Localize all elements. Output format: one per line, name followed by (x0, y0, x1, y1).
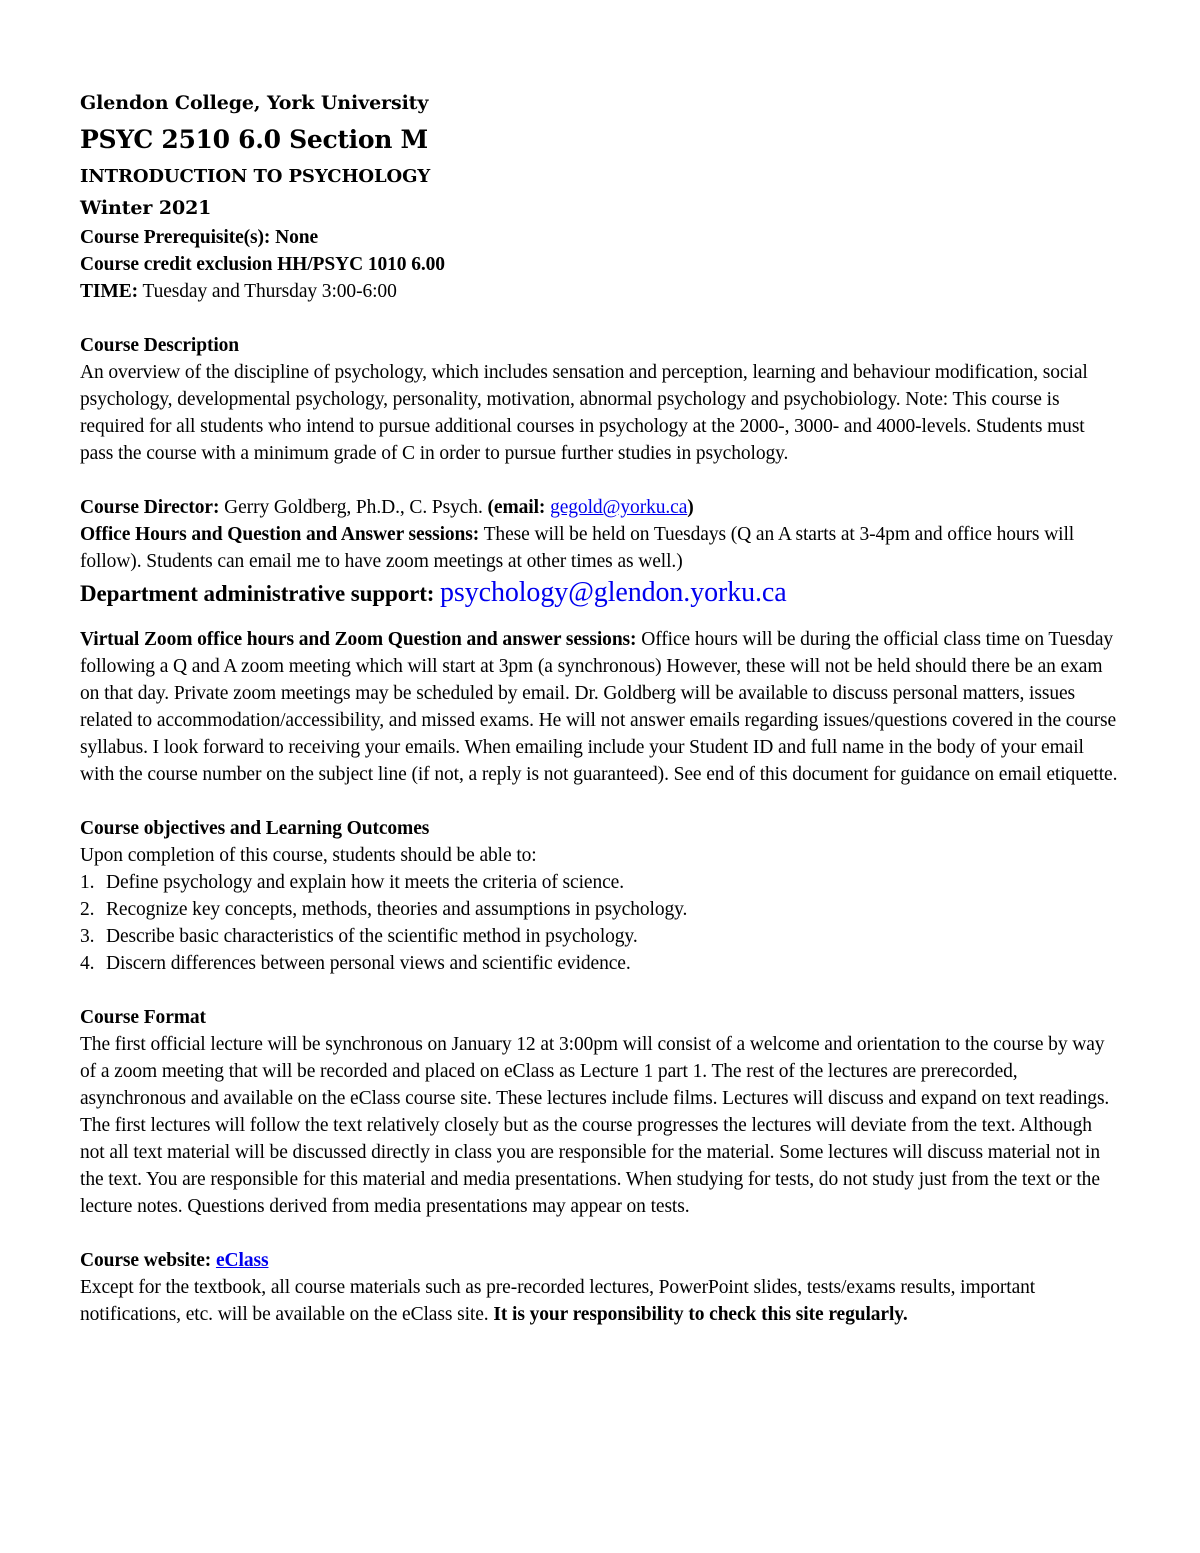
spacer (80, 977, 1120, 1004)
website-line (80, 1247, 1120, 1274)
virtual-office-text: Office hours will be during the official class time on Tuesday following a Q and A zoom meeting which will start at 3pm (a synchronous) However, these will not be held should there be an exam on that day. Private zoom meetings may be scheduled by email. Dr. Goldberg will be available to discuss personal matters, issues related to accommodation/accessibility, and missed exams. He will not answer emails regarding issues/questions covered in the course syllabus. I look forward to receiving your emails. When emailing include your Student ID and full name in the body of your email with the course number on the subject line (if not, a reply is not guaranteed). See end of this document for guidance on email etiquette. (80, 629, 1118, 785)
director-email-link[interactable]: gegold@yorku.ca (550, 497, 688, 518)
description-heading: Course Description (80, 335, 240, 356)
college-name: Glendon College, York University (80, 92, 429, 114)
director-name: Gerry Goldberg, Ph.D., C. Psych. (224, 497, 483, 518)
admin-support-label: Department administrative support: (80, 581, 435, 606)
spacer (80, 467, 1120, 494)
time-label: TIME: (80, 281, 139, 302)
format-text: The first official lecture will be synchronous on January 12 at 3:00pm will consist of a welcome and orientation to the course by way of a zoom meeting that will be recorded and placed on eClass as Lecture 1 part 1. The rest of the lectures are prerecorded, asynchronous and available on the eClass course site. These lectures include films. Lectures will discuss and expand on text readings. The first lectures will follow the text relatively closely but as the course progresses the lectures will deviate from the text. Although not all text material will be discussed directly in class you are responsible for the material. Some lectures will discuss material not in the text. You are responsible for this material and media presentations. When studying for tests, do not study just from the text or the lecture notes. Questions derived from media presentations may appear on tests. (80, 1034, 1110, 1217)
time-value: Tuesday and Thursday 3:00-6:00 (142, 281, 397, 302)
prereq-value: None (275, 227, 319, 248)
objective-text: Discern differences between personal views and scientific evidence. (106, 953, 631, 974)
prereq-label: Course Prerequisite(s): (80, 227, 271, 248)
email-close: ) (687, 497, 694, 518)
format-heading: Course Format (80, 1007, 206, 1028)
course-code: PSYC 2510 6.0 Section M (80, 125, 428, 154)
objective-text: Describe basic characteristics of the scientific method in psychology. (106, 926, 638, 947)
spacer (80, 1220, 1120, 1247)
virtual-office-label: Virtual Zoom office hours and Zoom Question and answer sessions: (80, 629, 637, 650)
objective-item (80, 950, 1120, 977)
course-director-line (80, 494, 1120, 521)
virtual-office-paragraph (80, 626, 1120, 788)
objective-item (80, 923, 1120, 950)
spacer (80, 612, 1120, 626)
spacer (80, 305, 1120, 332)
office-hours-text: These will be held on Tuesdays (Q an A starts at 3-4pm and office hours will follow). Students can email me to have zoom meetings at other times as well.) (80, 524, 1075, 572)
objectives-list (80, 869, 1120, 977)
spacer (80, 788, 1120, 815)
website-emphasis: It is your responsibility to check this site regularly. (493, 1304, 908, 1325)
objectives-heading: Course objectives and Learning Outcomes (80, 818, 430, 839)
website-text: Except for the textbook, all course materials such as pre-recorded lectures, PowerPoint slides, tests/exams results, important notifications, etc. will be available on the eClass site. (80, 1277, 1036, 1325)
objective-number: 3. (80, 926, 95, 947)
eclass-link[interactable]: eClass (215, 1250, 269, 1271)
objective-number: 2. (80, 899, 95, 920)
course-term: Winter 2021 (80, 197, 212, 219)
objective-number: 4. (80, 953, 95, 974)
website-label: Course website: (80, 1250, 212, 1271)
document-body (80, 88, 1120, 1328)
objective-item (80, 869, 1120, 896)
office-hours-line (80, 521, 1120, 575)
description-text: An overview of the discipline of psychology, which includes sensation and perception, learning and behaviour modification, social psychology, developmental psychology, personality, motivation, abnormal psychology and psychobiology. Note: This course is required for all students who intend to pursue additional courses in psychology at the 2000-, 3000- and 4000-levels. Students must pass the course with a minimum grade of C in order to pursue further studies in psychology. (80, 362, 1088, 464)
admin-support-email[interactable]: psychology@glendon.yorku.ca (440, 577, 787, 608)
website-paragraph (80, 1274, 1120, 1328)
objective-text: Define psychology and explain how it meets the criteria of science. (106, 872, 624, 893)
director-label: Course Director: (80, 497, 220, 518)
objective-item (80, 896, 1120, 923)
prerequisite-line (80, 224, 1120, 251)
objective-text: Recognize key concepts, methods, theories and assumptions in psychology. (106, 899, 688, 920)
admin-support-line (80, 575, 1120, 612)
email-label: (email: (487, 497, 546, 518)
time-line (80, 278, 1120, 305)
course-title: INTRODUCTION TO PSYCHOLOGY (80, 166, 431, 187)
objective-number: 1. (80, 872, 95, 893)
credit-exclusion: Course credit exclusion HH/PSYC 1010 6.00 (80, 254, 445, 275)
objectives-intro: Upon completion of this course, students should be able to: (80, 845, 537, 866)
office-hours-label: Office Hours and Question and Answer sessions: (80, 524, 480, 545)
